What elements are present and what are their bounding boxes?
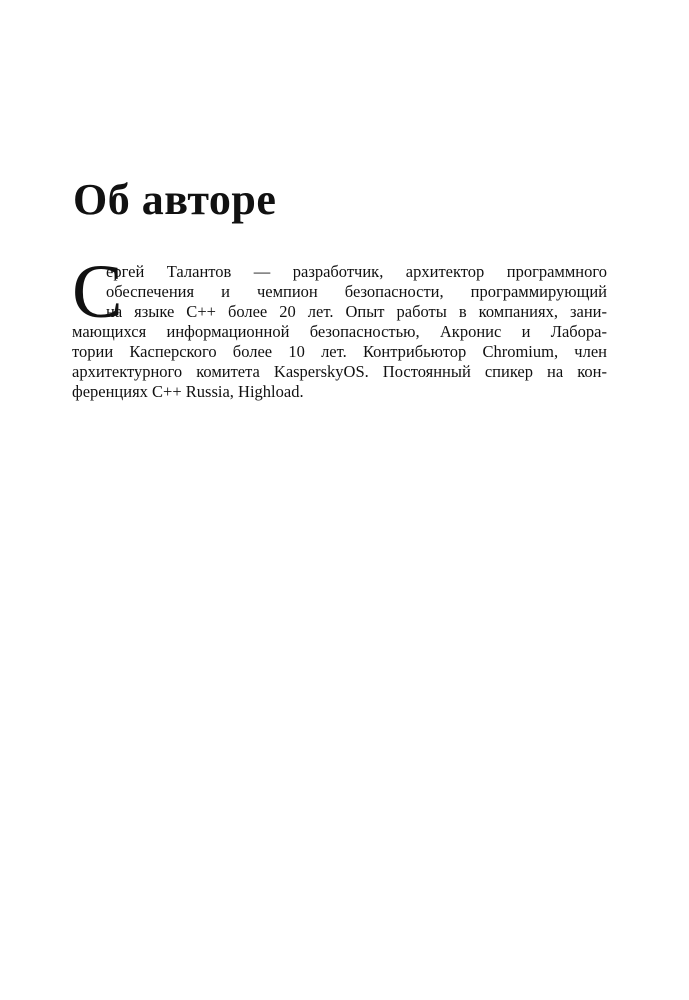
author-bio bbox=[72, 262, 607, 402]
bio-line: тории Касперского более 10 лет. Контрибьютор Chromium, член bbox=[72, 342, 607, 361]
bio-line: обеспечения и чемпион безопасности, программирующий bbox=[106, 282, 607, 301]
bio-line: архитектурного комитета KasperskyOS. Постоянный спикер на кон- bbox=[72, 362, 607, 381]
page-title: Об авторе bbox=[73, 175, 277, 224]
bio-line: ференциях C++ Russia, Highload. bbox=[72, 382, 304, 401]
bio-line: мающихся информационной безопасностью, Акронис и Лабора- bbox=[72, 322, 607, 341]
drop-cap: С bbox=[72, 250, 123, 334]
bio-line: на языке C++ более 20 лет. Опыт работы в компаниях, зани- bbox=[106, 302, 607, 321]
bio-line: ергей Талантов — разработчик, архитектор программного bbox=[106, 262, 607, 281]
